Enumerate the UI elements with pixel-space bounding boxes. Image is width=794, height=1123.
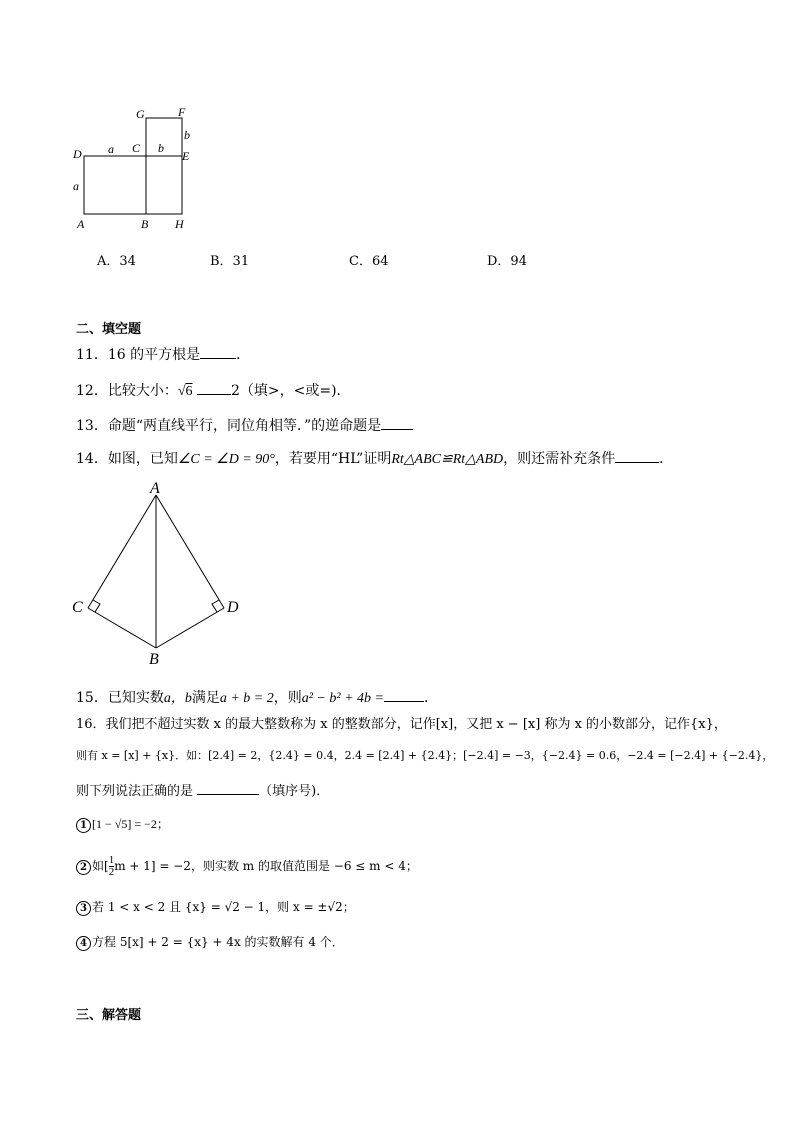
- circled-number: 3: [76, 901, 91, 916]
- q11-end: ．: [236, 347, 251, 363]
- label-c: C: [132, 141, 141, 155]
- answer-blank: [197, 381, 231, 395]
- sqrt-expression: √6: [177, 384, 193, 399]
- statement-text: 若 1 < x < 2 且 {x} = √2 − 1，则 x = ±√2；: [92, 900, 355, 914]
- label-b-mid: b: [158, 141, 164, 155]
- statement-text: 如[: [92, 859, 109, 873]
- question-11: [76, 345, 250, 363]
- question-16-line-2: 则有 x = [x] + {x}．如：[2.4] = 2，{2.4} = 0.4，2.4 = [2.4] + {2.4}；[−2.4] = −3，{−2.4} = 0.6，−2.4 = [−2.4] + {−2.4}，: [76, 749, 774, 762]
- statement-text-cont: m + 1] = −2，则实数 m 的取值范围是 −6 ≤ m < 4；: [114, 859, 418, 873]
- rect-cgfe: [146, 118, 182, 214]
- q12-hint: 2（填>，<或=)．: [230, 383, 351, 399]
- statement-1: [76, 816, 169, 833]
- q15-end: ．: [423, 690, 438, 706]
- fraction-denominator: 2: [108, 866, 115, 878]
- statement-text: [1 − √5] = −2；: [92, 817, 169, 831]
- label-a-mid: a: [108, 142, 114, 156]
- label-d: D: [73, 147, 82, 161]
- question-15: [76, 688, 438, 707]
- label-b: B: [149, 651, 159, 668]
- statement-3: [76, 899, 355, 916]
- question-16-line-1: 16．我们把不超过实数 x 的最大整数称为 x 的整数部分，记作[x]，又把 x − [x] 称为 x 的小数部分，记作{x}，: [76, 717, 727, 732]
- q15-expression: a² − b² + 4b =: [301, 691, 384, 706]
- circled-number: 1: [76, 818, 91, 833]
- label-a-left: a: [73, 179, 79, 193]
- q14-suffix: ，则还需补充条件: [503, 451, 616, 467]
- label-c: C: [72, 599, 83, 616]
- question-16-line-3: [76, 781, 329, 800]
- label-e: E: [182, 149, 190, 163]
- right-angle-mark-d: [212, 600, 219, 612]
- rectangle-figure: [60, 100, 220, 240]
- label-a: A: [77, 217, 85, 231]
- answer-blank: [197, 781, 259, 795]
- label-f: F: [178, 105, 186, 119]
- kite-figure: [60, 470, 260, 675]
- statement-4: [76, 934, 344, 951]
- circled-number: 4: [76, 936, 91, 951]
- label-b: B: [141, 217, 149, 231]
- q15-mid: 满足: [191, 690, 220, 706]
- option-b: B．31: [210, 254, 250, 269]
- label-g: G: [136, 107, 145, 121]
- q16-hint: （填序号)．: [259, 784, 330, 799]
- label-d: D: [227, 599, 239, 616]
- square-abcd: [84, 156, 146, 214]
- q15-then: ，则: [273, 690, 302, 706]
- option-d: D．94: [487, 254, 527, 269]
- section-title-solutions: 三、解答题: [76, 1008, 142, 1023]
- answer-blank: [381, 416, 413, 430]
- answer-blank: [615, 449, 659, 463]
- q13-text: 13．命题“两直线平行，同位角相等．”的逆命题是: [76, 418, 382, 434]
- q14-congruence: Rt△ABC≌Rt△ABD: [391, 452, 504, 467]
- option-a: A．34: [97, 254, 136, 269]
- answer-blank: [200, 345, 236, 359]
- q14-condition: ∠C = ∠D = 90°: [177, 452, 275, 467]
- fraction-numerator: 1: [108, 854, 115, 866]
- q15-vars: a，b: [163, 691, 192, 706]
- question-13: [76, 416, 413, 434]
- label-h: H: [175, 217, 184, 231]
- q11-text: 11．16 的平方根是: [76, 347, 201, 363]
- statement-text: 方程 5[x] + 2 = {x} + 4x 的实数解有 4 个．: [92, 935, 344, 949]
- label-a: A: [150, 480, 160, 497]
- question-12: [76, 381, 351, 400]
- q16-text: 则下列说法正确的是: [76, 784, 194, 799]
- circled-number: 2: [76, 860, 91, 875]
- q15-text: 15．已知实数: [76, 690, 164, 706]
- label-b-top: b: [184, 128, 190, 142]
- q14-middle: ，若要用“HL”证明: [274, 451, 392, 467]
- q15-condition: a + b = 2: [219, 691, 274, 706]
- question-14: [76, 449, 673, 468]
- q14-end: ．: [659, 451, 674, 467]
- right-angle-mark-c: [93, 600, 100, 612]
- q12-text: 12．比较大小：: [76, 383, 178, 399]
- statement-2: [76, 855, 418, 878]
- section-title-fill-in: 二、填空题: [76, 322, 142, 337]
- radicand: 6: [185, 384, 193, 399]
- q14-text: 14．如图，已知: [76, 451, 178, 467]
- answer-blank: [384, 688, 424, 702]
- option-c: C．64: [349, 254, 389, 269]
